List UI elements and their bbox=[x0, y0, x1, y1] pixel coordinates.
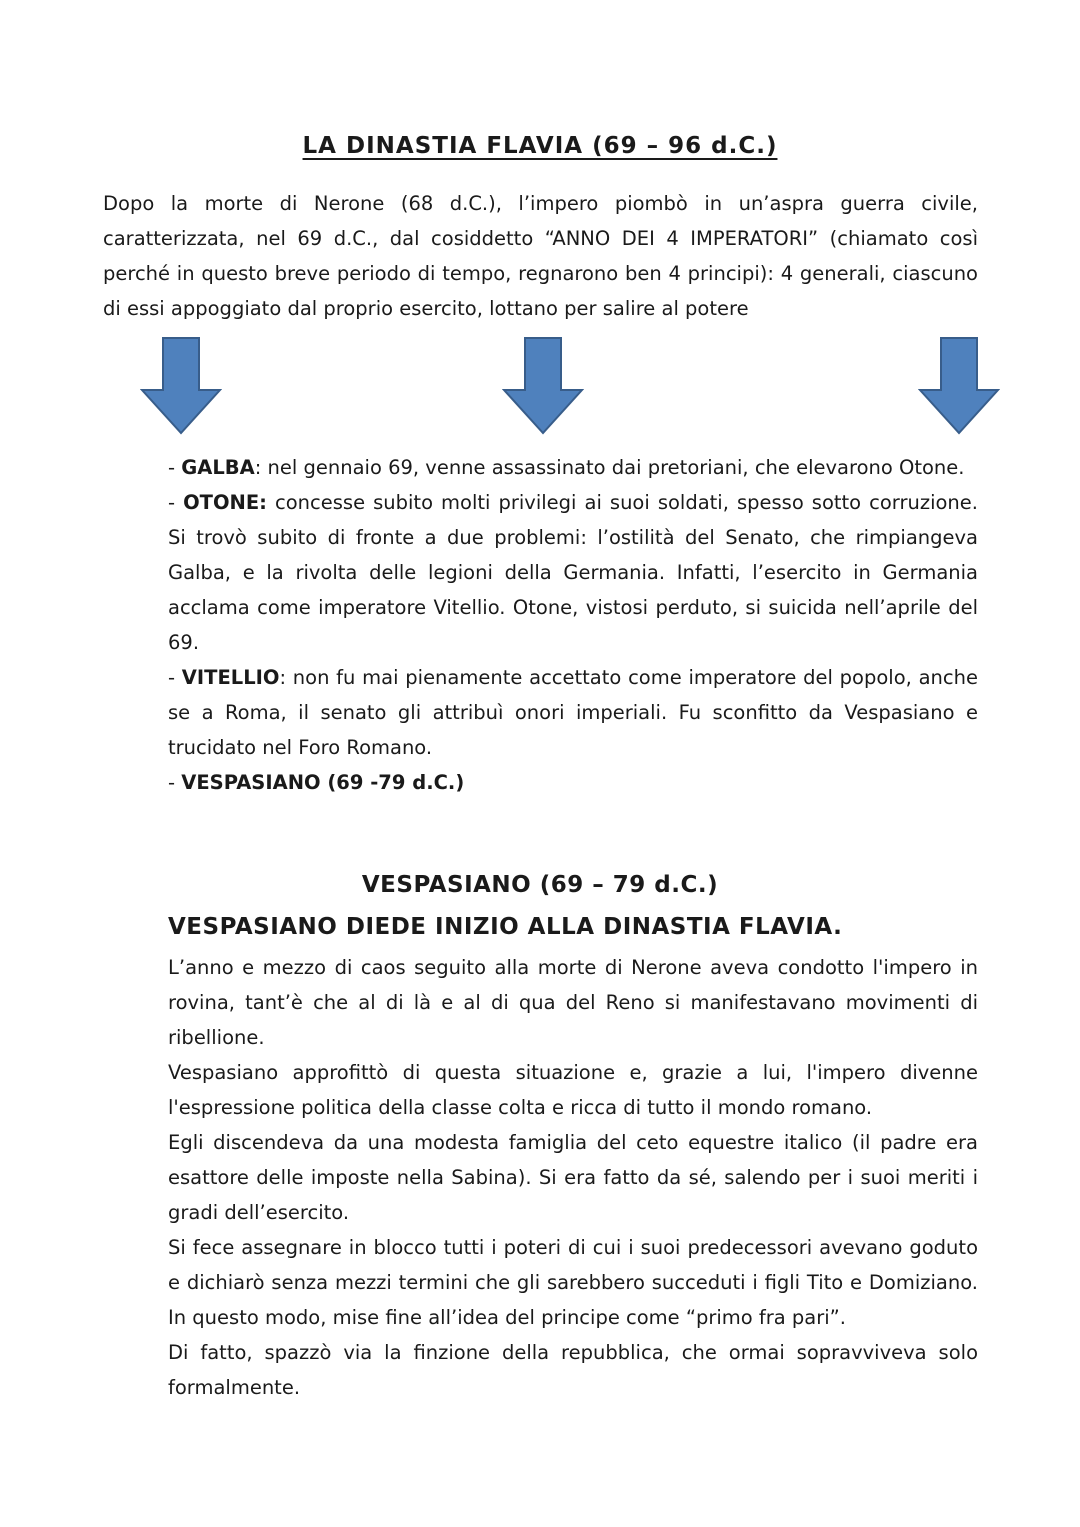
intro-paragraph: Dopo la morte di Nerone (68 d.C.), l’impero piombò in un’aspra guerra civile, caratterizzata, nel 69 d.C., dal cosiddetto “ANNO DEI 4 IMPERATORI” (chiamato così perché in questo breve periodo di tempo, regnarono ben 4 principi): 4 generali, ciascuno di essi appoggiato dal proprio esercito, lottano per salire al potere bbox=[103, 192, 978, 320]
emperor-name: VITELLIO bbox=[181, 666, 280, 689]
body-paragraph: Vespasiano approfittò di questa situazione e, grazie a lui, l'impero divenne l'espressione politica della classe colta e ricca di tutto il mondo romano. bbox=[168, 1061, 978, 1119]
list-separator: : bbox=[254, 456, 268, 479]
list-separator: : bbox=[279, 666, 293, 689]
list-bullet: - bbox=[168, 666, 182, 689]
emperor-description: non fu mai pienamente accettato come imperatore del popolo, anche se a Roma, il senato gli attribuì onori imperiali. Fu sconfitto da Vespasiano e trucidato nel Foro Romano. bbox=[168, 666, 978, 759]
emperor-name: OTONE: bbox=[183, 491, 267, 514]
list-bullet: - bbox=[168, 491, 184, 514]
section-title: VESPASIANO (69 – 79 d.C.) bbox=[361, 872, 719, 898]
section-body bbox=[168, 950, 978, 1405]
list-bullet: - bbox=[168, 771, 182, 794]
down-arrow-icon bbox=[918, 336, 1000, 436]
body-paragraph: L’anno e mezzo di caos seguito alla morte di Nerone aveva condotto l'impero in rovina, tant’è che al di là e al di qua del Reno si manifestavano movimenti di ribellione. bbox=[168, 956, 978, 1049]
list-separator bbox=[267, 491, 275, 514]
section-subtitle: VESPASIANO DIEDE INIZIO ALLA DINASTIA FLAVIA. bbox=[168, 914, 843, 940]
body-paragraph: Egli discendeva da una modesta famiglia del ceto equestre italico (il padre era esattore delle imposte nella Sabina). Si era fatto da sé, salendo per i suoi meriti i gradi dell’esercito. bbox=[168, 1131, 978, 1224]
list-item-vespasiano bbox=[168, 765, 978, 800]
emperor-name: GALBA bbox=[181, 456, 255, 479]
down-arrow-icon bbox=[140, 336, 222, 436]
page-title: LA DINASTIA FLAVIA (69 – 96 d.C.) bbox=[302, 133, 778, 159]
emperor-name: VESPASIANO (69 -79 d.C.) bbox=[181, 771, 465, 794]
emperor-description: nel gennaio 69, venne assassinato dai pretoriani, che elevarono Otone. bbox=[267, 456, 965, 479]
body-paragraph: Di fatto, spazzò via la finzione della repubblica, che ormai sopravviveva solo formalmente. bbox=[168, 1341, 978, 1399]
list-item-otone bbox=[168, 485, 978, 660]
list-item-galba bbox=[168, 450, 978, 485]
list-bullet: - bbox=[168, 456, 182, 479]
emperor-description: concesse subito molti privilegi ai suoi soldati, spesso sotto corruzione. Si trovò subito di fronte a due problemi: l’ostilità del Senato, che rimpiangeva Galba, e la rivolta delle legioni della Germania. Infatti, l’esercito in Germania acclama come imperatore Vitellio. Otone, vistosi perduto, si suicida nell’aprile del 69. bbox=[168, 491, 978, 654]
down-arrow-icon bbox=[502, 336, 584, 436]
emperors-list bbox=[168, 450, 978, 800]
list-item-vitellio bbox=[168, 660, 978, 765]
body-paragraph: Si fece assegnare in blocco tutti i poteri di cui i suoi predecessori avevano goduto e dichiarò senza mezzi termini che gli sarebbero succeduti i figli Tito e Domiziano. In questo modo, mise fine all’idea del principe come “primo fra pari”. bbox=[168, 1236, 978, 1329]
